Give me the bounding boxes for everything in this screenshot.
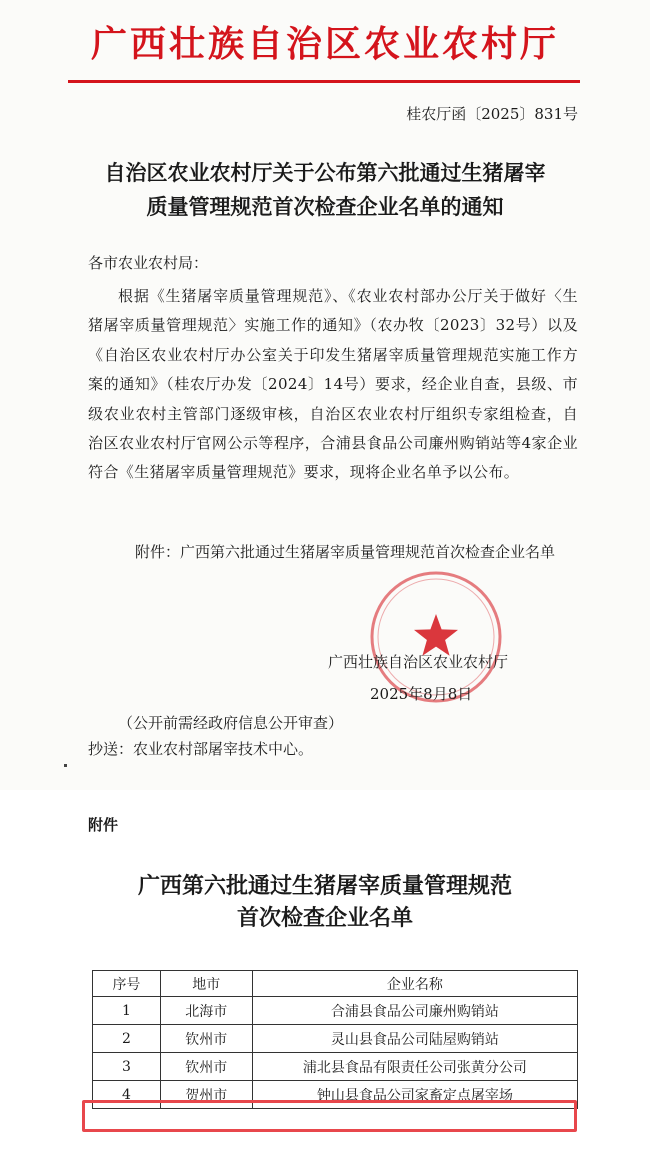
notice-title (60, 156, 590, 224)
header-serial: 序号 (93, 971, 161, 997)
enterprise-table (92, 970, 578, 1109)
seal-star-icon (414, 614, 458, 656)
table-row (93, 1025, 578, 1053)
attachment-label: 附件 (88, 816, 119, 834)
header-enterprise-name: 企业名称 (252, 971, 577, 997)
row-enterprise: 浦北县食品有限责任公司张黄分公司 (252, 1053, 577, 1081)
row-enterprise: 钟山县食品公司家畜定点屠宰场 (252, 1081, 577, 1109)
attachment-title (80, 870, 570, 934)
row-serial: 3 (93, 1053, 161, 1081)
table-header-row (93, 971, 578, 997)
scan-speck (64, 764, 67, 767)
signature-date: 2025年8月8日 (370, 685, 473, 703)
row-serial: 1 (93, 997, 161, 1025)
row-highlight-box (82, 1100, 577, 1132)
attachment-title-line-2: 首次检查企业名单 (236, 905, 413, 931)
masthead: 广西壮族自治区农业农村厅 (90, 23, 559, 65)
row-city: 北海市 (160, 997, 252, 1025)
notice-title-line-2: 质量管理规范首次检查企业名单的通知 (146, 194, 504, 219)
header-city: 地市 (160, 971, 252, 997)
row-city: 贺州市 (160, 1081, 252, 1109)
salutation: 各市农业农村局： (88, 254, 209, 272)
row-serial: 2 (93, 1025, 161, 1053)
public-disclosure-note: （公开前需经政府信息公开审查） (118, 714, 344, 732)
signature-organization: 广西壮族自治区农业农村厅 (328, 653, 509, 671)
table-row (93, 1053, 578, 1081)
row-enterprise: 合浦县食品公司廉州购销站 (252, 997, 577, 1025)
masthead-red-rule (68, 80, 580, 83)
row-city: 钦州市 (160, 1025, 252, 1053)
notice-body: 根据《生猪屠宰质量管理规范》、《农业农村部办公厅关于做好〈生猪屠宰质量管理规范〉实施工作的通知》（农办牧〔2023〕32号）以及《自治区农业农村厅办公室关于印发生猪屠宰质量管理规范实施工作方案的通知》（桂农厅办发〔2024〕14号）要求，经企业自查，县级、市级农业农村主管部门逐级审核，自治区农业农村厅组织专家组检查，自治区农业农村厅官网公示等程序，合浦县食品公司廉州购销站等4家企业符合《生猪屠宰质量管理规范》要求，现将企业名单予以公布。 (88, 287, 578, 482)
row-serial: 4 (93, 1081, 161, 1109)
notice-title-line-1: 自治区农业农村厅关于公布第六批通过生猪屠宰 (104, 160, 546, 185)
attachment-title-line-1: 广西第六批通过生猪屠宰质量管理规范 (137, 873, 512, 899)
document-number: 桂农厅函〔2025〕831号 (406, 105, 578, 123)
attachment-note: 附件：广西第六批通过生猪屠宰质量管理规范首次检查企业名单 (135, 543, 556, 561)
cc-line: 抄送：农业农村部屠宰技术中心。 (88, 740, 314, 758)
row-city: 钦州市 (160, 1053, 252, 1081)
row-enterprise: 灵山县食品公司陆屋购销站 (252, 1025, 577, 1053)
table-row (93, 997, 578, 1025)
